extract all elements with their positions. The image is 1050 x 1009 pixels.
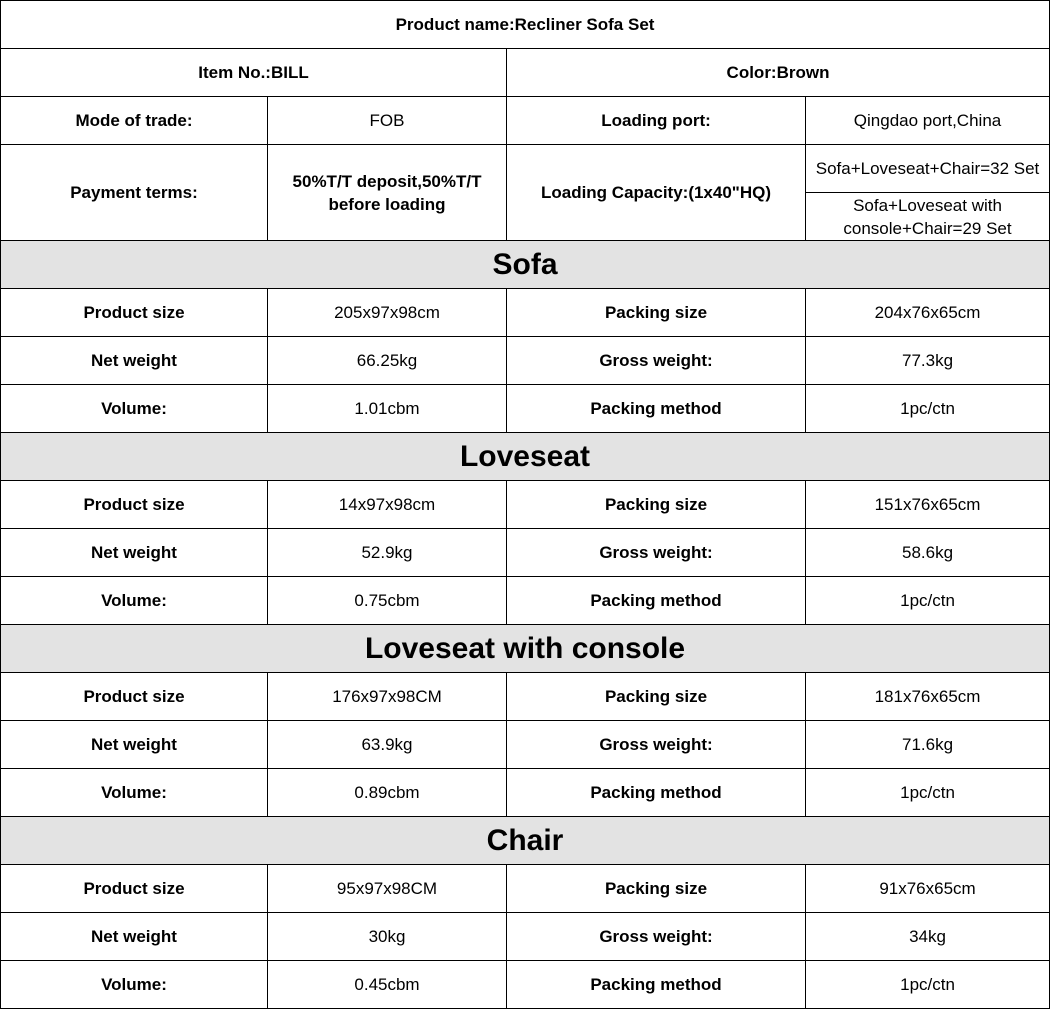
loading-port-label: Loading port: — [507, 97, 806, 145]
gross-weight-value: 34kg — [806, 913, 1050, 961]
net-weight-value: 66.25kg — [268, 337, 507, 385]
volume-value: 0.89cbm — [268, 769, 507, 817]
packing-size-value: 151x76x65cm — [806, 481, 1050, 529]
packing-method-label: Packing method — [507, 385, 806, 433]
net-weight-value: 30kg — [268, 913, 507, 961]
item-color-row — [1, 49, 1050, 97]
volume-label: Volume: — [1, 385, 268, 433]
volume-label: Volume: — [1, 961, 268, 1009]
section-header — [1, 625, 1050, 673]
gross-weight-value: 58.6kg — [806, 529, 1050, 577]
spec-row — [1, 289, 1050, 337]
product-size-label: Product size — [1, 865, 268, 913]
gross-weight-label: Gross weight: — [507, 529, 806, 577]
loading-capacity-label: Loading Capacity:(1x40"HQ) — [507, 145, 806, 241]
net-weight-value: 63.9kg — [268, 721, 507, 769]
volume-value: 1.01cbm — [268, 385, 507, 433]
section-header — [1, 433, 1050, 481]
product-size-value: 14x97x98cm — [268, 481, 507, 529]
volume-value: 0.75cbm — [268, 577, 507, 625]
mode-of-trade-value: FOB — [268, 97, 507, 145]
spec-row — [1, 961, 1050, 1009]
mode-of-trade-label: Mode of trade: — [1, 97, 268, 145]
volume-value: 0.45cbm — [268, 961, 507, 1009]
item-number: Item No.:BILL — [1, 49, 507, 97]
spec-row — [1, 337, 1050, 385]
product-size-value: 176x97x98CM — [268, 673, 507, 721]
packing-method-label: Packing method — [507, 769, 806, 817]
section-header — [1, 241, 1050, 289]
product-size-label: Product size — [1, 289, 268, 337]
packing-size-value: 204x76x65cm — [806, 289, 1050, 337]
gross-weight-label: Gross weight: — [507, 721, 806, 769]
packing-size-label: Packing size — [507, 673, 806, 721]
payment-row-top — [1, 145, 1050, 193]
sections — [1, 241, 1050, 1009]
net-weight-label: Net weight — [1, 337, 268, 385]
loading-capacity-value-2: Sofa+Loveseat with console+Chair=29 Set — [806, 193, 1050, 241]
color: Color:Brown — [507, 49, 1050, 97]
packing-size-value: 91x76x65cm — [806, 865, 1050, 913]
payment-terms-value: 50%T/T deposit,50%T/T before loading — [268, 145, 507, 241]
packing-size-value: 181x76x65cm — [806, 673, 1050, 721]
spec-row — [1, 529, 1050, 577]
product-size-label: Product size — [1, 481, 268, 529]
gross-weight-value: 77.3kg — [806, 337, 1050, 385]
packing-method-value: 1pc/ctn — [806, 769, 1050, 817]
gross-weight-value: 71.6kg — [806, 721, 1050, 769]
spec-row — [1, 673, 1050, 721]
spec-row — [1, 865, 1050, 913]
spec-row — [1, 769, 1050, 817]
section-title: Chair — [1, 817, 1050, 865]
product-size-value: 205x97x98cm — [268, 289, 507, 337]
product-name-row — [1, 1, 1050, 49]
product-name: Product name:Recliner Sofa Set — [1, 1, 1050, 49]
gross-weight-label: Gross weight: — [507, 913, 806, 961]
section-title: Sofa — [1, 241, 1050, 289]
packing-size-label: Packing size — [507, 481, 806, 529]
packing-method-label: Packing method — [507, 961, 806, 1009]
packing-method-value: 1pc/ctn — [806, 385, 1050, 433]
net-weight-label: Net weight — [1, 721, 268, 769]
loading-capacity-value-1: Sofa+Loveseat+Chair=32 Set — [806, 145, 1050, 193]
product-size-value: 95x97x98CM — [268, 865, 507, 913]
loading-port-value: Qingdao port,China — [806, 97, 1050, 145]
net-weight-value: 52.9kg — [268, 529, 507, 577]
spec-row — [1, 385, 1050, 433]
net-weight-label: Net weight — [1, 913, 268, 961]
net-weight-label: Net weight — [1, 529, 268, 577]
spec-row — [1, 721, 1050, 769]
trade-row — [1, 97, 1050, 145]
volume-label: Volume: — [1, 577, 268, 625]
spec-row — [1, 913, 1050, 961]
section-header — [1, 817, 1050, 865]
product-size-label: Product size — [1, 673, 268, 721]
spec-row — [1, 481, 1050, 529]
section-title: Loveseat — [1, 433, 1050, 481]
volume-label: Volume: — [1, 769, 268, 817]
packing-method-label: Packing method — [507, 577, 806, 625]
packing-size-label: Packing size — [507, 289, 806, 337]
packing-size-label: Packing size — [507, 865, 806, 913]
payment-terms-label: Payment terms: — [1, 145, 268, 241]
packing-method-value: 1pc/ctn — [806, 577, 1050, 625]
spec-row — [1, 577, 1050, 625]
packing-method-value: 1pc/ctn — [806, 961, 1050, 1009]
section-title: Loveseat with console — [1, 625, 1050, 673]
gross-weight-label: Gross weight: — [507, 337, 806, 385]
